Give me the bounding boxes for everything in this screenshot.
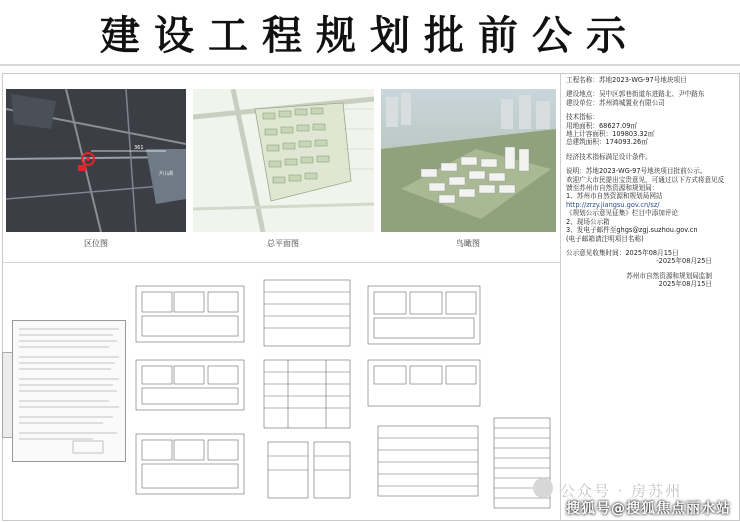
site-plan-image xyxy=(193,89,374,232)
channel-website-note: 《规划公示意见征集》栏目中添加评论 xyxy=(566,209,679,218)
issuing-bureau: 苏州市自然资源和规划局监制 xyxy=(626,271,712,280)
watermark-account: 公众号 · 房苏州 xyxy=(560,482,683,500)
land-area: 用地面积：68627.09㎡ xyxy=(566,121,638,130)
issue-date: 2025年08月15日 xyxy=(658,280,712,289)
channel-email-note: (电子邮箱请注明项目名称) xyxy=(566,234,644,243)
total-area: 总建筑面积：174093.26㎡ xyxy=(566,138,648,147)
channel-website: 1、苏州市自然资源和规划局网站 xyxy=(566,192,663,201)
aerial-caption: 鸟瞰图 xyxy=(456,239,480,248)
channel-email: 3、发电子邮件至ghgs@zgj.suzhou.gov.cn xyxy=(566,226,698,235)
tech-header: 技术指标： xyxy=(566,113,599,122)
wechat-logo-icon xyxy=(533,478,553,498)
watermark-site: 搜狐号@搜狐焦点丽水站 xyxy=(566,501,731,517)
explanation-line-2: 欢迎广大市民提出宝贵意见，可通过以下方式将意见反 xyxy=(566,175,725,184)
location-caption: 区位图 xyxy=(84,239,108,248)
collection-period-end: -2025年08月25日 xyxy=(656,257,712,266)
explanation-line-1: 说明：苏地2023-WG-97号地块项目批前公示。 xyxy=(566,167,707,176)
map-label-lake: 尹山湖 xyxy=(158,171,174,177)
page-title: 建设工程规划批前公示 xyxy=(100,11,640,59)
project-name: 工程名称：苏地2023-WG-97号地块项目 xyxy=(566,76,687,84)
approval-document-image xyxy=(12,320,126,462)
map-label-road: 361 xyxy=(134,145,144,151)
project-info-panel xyxy=(566,76,736,289)
website-url[interactable]: http://zrzy.jiangsu.gov.cn/sz/ xyxy=(566,200,660,209)
siteplan-caption: 总平面图 xyxy=(267,239,299,248)
explanation-line-3: 馈至苏州市自然资源和规划局： xyxy=(566,184,659,193)
project-address: 建设地点：吴中区郭巷街道东进路北、尹中路东 xyxy=(566,90,705,99)
project-developer: 建设单位：苏州鸿城置业有限公司 xyxy=(566,98,665,107)
row-divider xyxy=(2,262,560,263)
above-ground-area: 地上计容面积：109803.32㎡ xyxy=(566,130,655,139)
collection-period: 公示意见收集时间：2025年08月15日 xyxy=(566,248,679,257)
column-divider xyxy=(560,73,561,521)
economic-note: 经济技术指标满足设计条件。 xyxy=(566,152,652,161)
aerial-view-image xyxy=(381,89,556,232)
location-map-image xyxy=(6,89,186,232)
title-band xyxy=(0,0,740,66)
floor-plan-drawings xyxy=(128,268,556,518)
channel-box: 2、现场公示箱 xyxy=(566,217,610,226)
